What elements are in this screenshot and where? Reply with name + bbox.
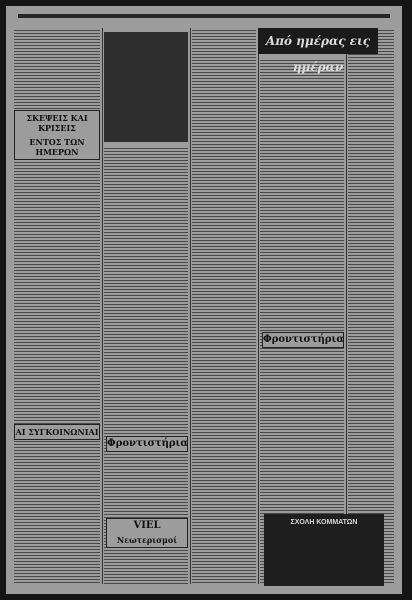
masthead-rule [18, 14, 390, 18]
column-3 [192, 28, 256, 584]
ad-phrontisteria-2: Φροντιστήρια [262, 332, 344, 348]
column-rule [102, 28, 103, 584]
column-4 [260, 58, 344, 584]
transport-headline: ΑΙ ΣΥΓΚΟΙΝΩΝΙΑΙ [15, 427, 99, 437]
ad-viel: VIEL Νεωτερισμοί [106, 518, 188, 548]
school-advertisement: ΣΧΟΛΗ ΚΟΜΜΑΤΩΝ [264, 514, 384, 586]
feature-subheadline: ΕΝΤΟΣ ΤΩΝ ΗΜΕΡΩΝ [15, 135, 99, 159]
column-rule [346, 28, 347, 584]
newspaper-page [6, 6, 402, 594]
transport-headline-box [14, 424, 100, 440]
column-text-placeholder [260, 58, 344, 584]
ad-phrontisteria: Φροντιστήρια [106, 436, 188, 452]
column-5 [348, 28, 394, 584]
column-rule [258, 28, 259, 584]
feature-headline: ΣΚΕΨΕΙΣ ΚΑΙ ΚΡΙΣΕΙΣ [15, 111, 99, 135]
column-rule [190, 28, 191, 584]
feature-headline-box [14, 110, 100, 160]
section-banner: Από ημέρας εις ημέραν [258, 28, 378, 54]
column-text-placeholder [192, 28, 256, 584]
column-text-placeholder [348, 28, 394, 584]
portrait-photo [104, 32, 188, 142]
